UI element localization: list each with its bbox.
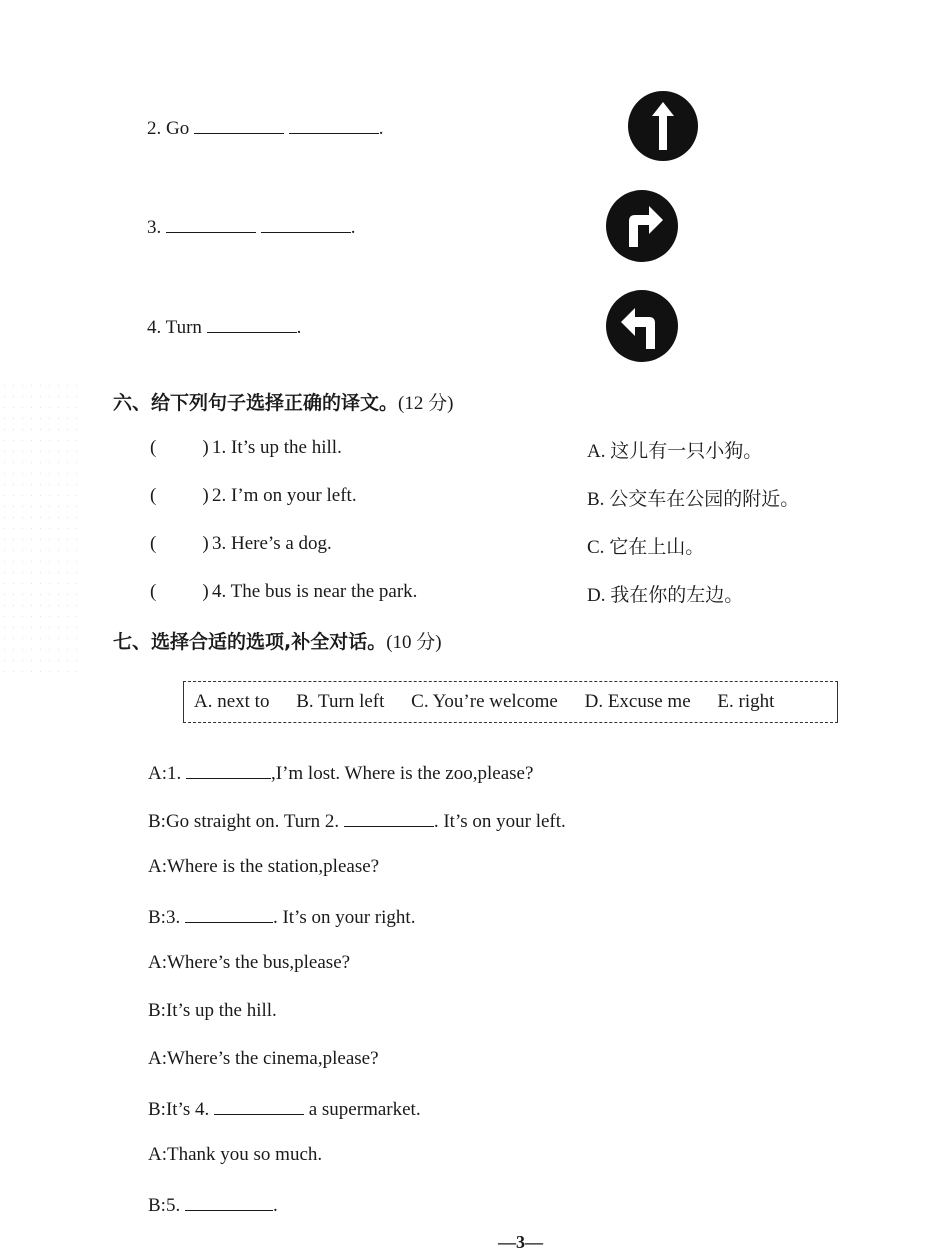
word-bank-option: D. Excuse me bbox=[584, 691, 691, 712]
dialogue-line: A:Where is the station,please? bbox=[148, 856, 380, 877]
word-bank-option: C. You’re welcome bbox=[411, 691, 558, 712]
option-text: 我在你的左边。 bbox=[610, 584, 744, 606]
straight-arrow-icon bbox=[627, 90, 699, 162]
dialogue-line: A:Where’s the cinema,please? bbox=[148, 1048, 379, 1069]
turn-left-arrow-icon bbox=[605, 289, 679, 363]
answer-paren[interactable]: ( ) bbox=[150, 485, 209, 506]
section6-heading bbox=[113, 388, 453, 415]
word-bank-option: B. Turn left bbox=[296, 691, 385, 712]
section7-heading bbox=[113, 627, 442, 654]
answer-paren[interactable]: ( ) bbox=[150, 533, 209, 554]
question-text: 3. Here’s a dog. bbox=[212, 533, 332, 554]
answer-blank[interactable] bbox=[185, 1192, 273, 1211]
sign-question-4 bbox=[147, 314, 301, 339]
question-text: 1. It’s up the hill. bbox=[212, 437, 342, 458]
section7-title: 七、选择合适的选项,补全对话。 bbox=[113, 631, 387, 653]
translation-question-3 bbox=[150, 533, 332, 555]
question-prefix: 4. Turn bbox=[147, 317, 202, 338]
question-suffix: . bbox=[350, 217, 356, 238]
word-bank bbox=[183, 681, 838, 723]
section6-title: 六、给下列句子选择正确的译文。 bbox=[113, 392, 399, 414]
translation-question-4 bbox=[150, 581, 417, 603]
dialogue-line: B:5. . bbox=[148, 1192, 278, 1217]
dialogue-line: B:3. . It’s on your right. bbox=[148, 904, 415, 929]
translation-option-a: A. 这儿有一只小狗。 bbox=[587, 440, 763, 462]
translation-question-1 bbox=[150, 437, 342, 459]
answer-paren[interactable]: ( ) bbox=[150, 581, 209, 602]
question-prefix: 2. Go bbox=[147, 118, 190, 139]
scan-noise bbox=[0, 380, 80, 680]
question-prefix: 3. bbox=[147, 217, 162, 238]
answer-blank[interactable] bbox=[207, 314, 297, 333]
option-text: 公交车在公园的附近。 bbox=[609, 488, 800, 510]
answer-blank[interactable] bbox=[289, 115, 379, 134]
sign-question-3 bbox=[147, 214, 356, 239]
answer-blank[interactable] bbox=[194, 115, 284, 134]
dialogue-line: A:Thank you so much. bbox=[148, 1144, 323, 1165]
turn-right-arrow-icon bbox=[605, 189, 679, 263]
answer-blank[interactable] bbox=[344, 808, 434, 827]
section7-points: (10 分) bbox=[386, 632, 442, 653]
dialogue-line: B:It’s 4. a supermarket. bbox=[148, 1096, 421, 1121]
answer-blank[interactable] bbox=[186, 760, 271, 779]
sign-question-2 bbox=[147, 115, 383, 140]
section6-points: (12 分) bbox=[398, 393, 454, 414]
answer-blank[interactable] bbox=[214, 1096, 304, 1115]
word-bank-option: E. right bbox=[717, 691, 775, 712]
translation-option-c: C. 它在上山。 bbox=[587, 536, 705, 558]
answer-blank[interactable] bbox=[261, 214, 351, 233]
option-text: 这儿有一只小狗。 bbox=[610, 440, 763, 462]
word-bank-option: A. next to bbox=[194, 691, 270, 712]
question-suffix: . bbox=[378, 118, 384, 139]
translation-option-d: D. 我在你的左边。 bbox=[587, 584, 744, 606]
translation-option-b: B. 公交车在公园的附近。 bbox=[587, 488, 800, 510]
translation-question-2 bbox=[150, 485, 357, 507]
question-text: 4. The bus is near the park. bbox=[212, 581, 418, 602]
answer-blank[interactable] bbox=[166, 214, 256, 233]
question-text: 2. I’m on your left. bbox=[212, 485, 357, 506]
option-text: 它在上山。 bbox=[609, 536, 705, 558]
dialogue-line: B:Go straight on. Turn 2. . It’s on your left. bbox=[148, 808, 566, 833]
question-suffix: . bbox=[296, 317, 302, 338]
answer-paren[interactable]: ( ) bbox=[150, 437, 209, 458]
dialogue-line: B:It’s up the hill. bbox=[148, 1000, 277, 1021]
dialogue-line: A:1. ,I’m lost. Where is the zoo,please? bbox=[148, 760, 533, 785]
answer-blank[interactable] bbox=[185, 904, 273, 923]
page-number: —3— bbox=[498, 1232, 543, 1252]
dialogue-line: A:Where’s the bus,please? bbox=[148, 952, 351, 973]
